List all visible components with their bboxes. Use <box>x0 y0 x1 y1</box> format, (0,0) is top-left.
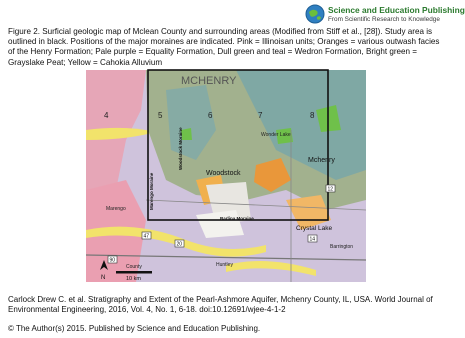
figure-caption: Figure 2. Surficial geologic map of Mclean County and surrounding areas (Modified from Stiff et al., [28]). Study area is outlined in black. Positions of the major moraines are indicated. Pink = Illinoisan units; Oranges = various outwash facies of the Henry Formation; Pale purple = Equality Formation, Dull green and teal = Wedron Formation, Bright green = Grayslake Peat; Yellow = Cahokia Alluvium <box>8 27 440 67</box>
place-label: County <box>126 264 142 270</box>
place-label: Woodstock <box>206 170 241 177</box>
section-number: 5 <box>158 111 163 120</box>
place-label: Wonder Lake <box>261 132 291 138</box>
place-label: Huntley <box>216 262 233 268</box>
place-label: Barrington <box>330 244 354 250</box>
svg-text:10 km: 10 km <box>126 276 141 282</box>
place-label: Mchenry <box>308 157 335 164</box>
section-number: 8 <box>310 111 315 120</box>
section-number: 6 <box>208 111 213 120</box>
publisher-name: Science and Education Publishing <box>328 5 465 15</box>
geologic-map <box>86 70 366 282</box>
moraine-label: Barlina Moraine <box>220 216 254 221</box>
route-shield <box>175 240 184 248</box>
section-number: 7 <box>258 111 263 120</box>
publisher-tagline: From Scientific Research to Knowledge <box>328 16 440 23</box>
svg-text:12: 12 <box>327 186 334 193</box>
svg-text:N: N <box>101 275 106 281</box>
citation-text: Carlock Drew C. et al. Stratigraphy and Extent of the Pearl-Ashmore Aquifer, Mchenry County, IL, USA. World Journal of Environmental Engineering, 2016, Vol. 4, No. 1, 6-18. doi:10.12691/wjee-4-1-2 <box>8 295 433 314</box>
section-number: 4 <box>104 111 109 120</box>
moraine-label: Marengo Moraine <box>149 172 154 210</box>
route-shield <box>326 185 335 193</box>
svg-text:90: 90 <box>109 257 116 264</box>
svg-text:47: 47 <box>143 233 150 240</box>
route-shield <box>142 232 151 240</box>
copyright-text: © The Author(s) 2015. Published by Science and Education Publishing. <box>8 324 261 333</box>
publisher-logo <box>305 3 465 27</box>
svg-text:20: 20 <box>176 241 183 248</box>
place-label: Crystal Lake <box>296 225 333 232</box>
publisher-globe-icon <box>305 4 325 24</box>
moraine-label: Woodstock Moraine <box>178 127 183 170</box>
route-shield <box>308 235 317 243</box>
county-label: MCHENRY <box>181 75 237 87</box>
place-label: Marengo <box>106 206 126 212</box>
route-shield <box>108 256 117 264</box>
svg-text:14: 14 <box>309 236 316 243</box>
geologic-map-graphic <box>86 70 366 282</box>
